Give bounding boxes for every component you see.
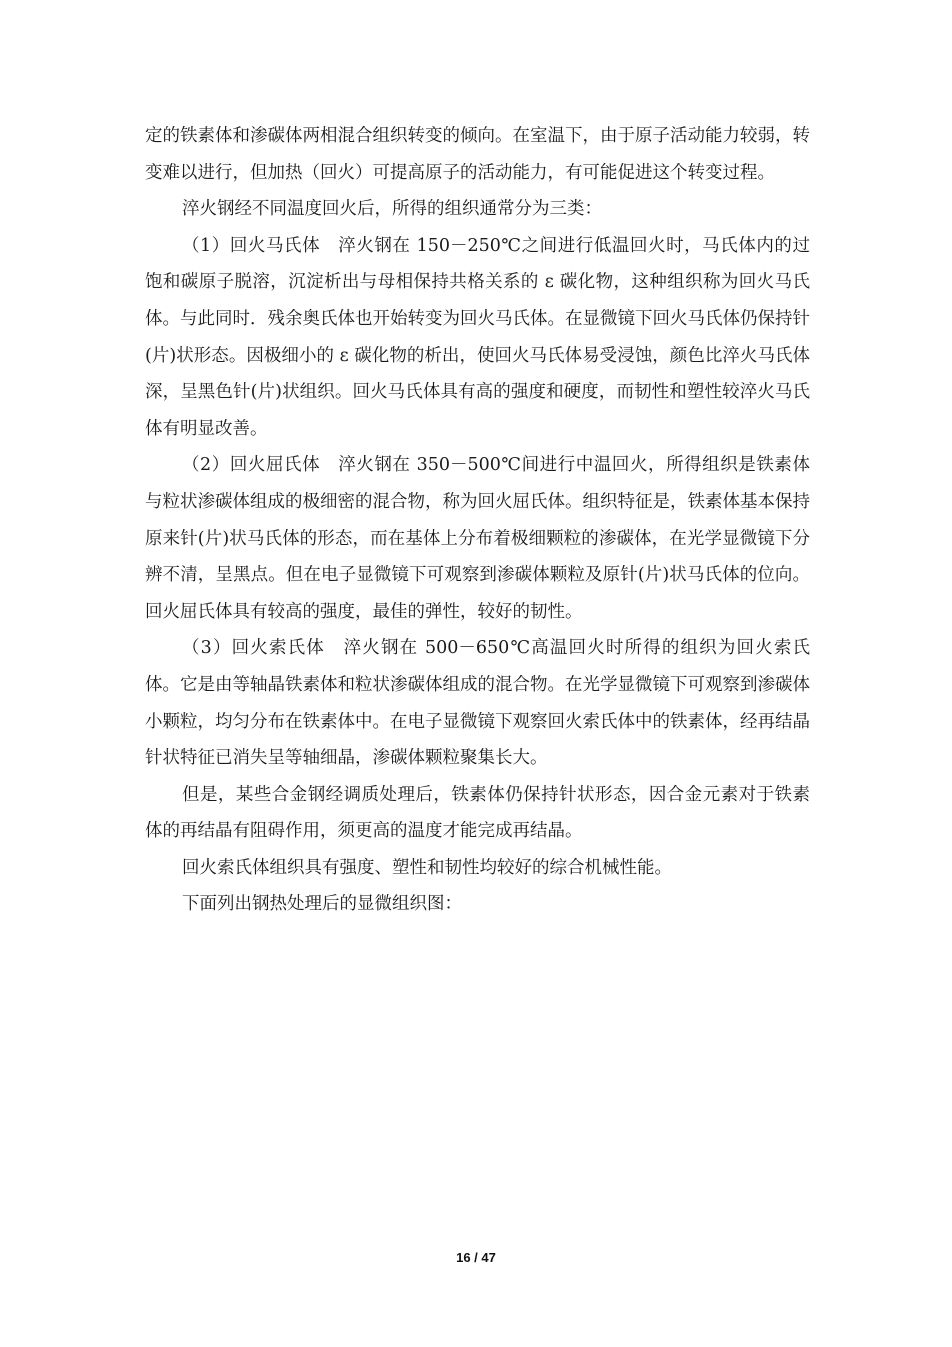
document-body: [145, 118, 810, 923]
paragraph-tempered-sorbite: （3）回火索氏体 淬火钢在 500－650℃高温回火时所得的组织为回火索氏体。它是由等轴晶铁素体和粒状渗碳体组成的混合物。在光学显微镜下可观察到渗碳体小颗粒，均匀分布在铁素体中。在电子显微镜下观察回火索氏体中的铁素体，经再结晶针状特征已消失呈等轴细晶，渗碳体颗粒聚集长大。: [145, 638, 810, 769]
paragraph-sorbite-properties: 回火索氏体组织具有强度、塑性和韧性均较好的综合机械性能。: [182, 857, 672, 878]
paragraph-tempered-martensite: （1）回火马氏体 淬火钢在 150－250℃之间进行低温回火时，马氏体内的过饱和碳原子脱溶，沉淀析出与母相保持共格关系的 ε 碳化物，这种组织称为回火马氏体。与此同时．残余奥氏体也开始转变为回火马氏体。在显微镜下回火马氏体仍保持针(片)状形态。因极细小的 ε 碳化物的析出，使回火马氏体易受浸蚀，颜色比淬火马氏体深，呈黑色针(片)状组织。回火马氏体具有高的强度和硬度，而韧性和塑性较淬火马氏体有明显改善。: [145, 235, 810, 439]
paragraph-continuation: 定的铁素体和渗碳体两相混合组织转变的倾向。在室温下，由于原子活动能力较弱，转变难以进行，但加热（回火）可提高原子的活动能力，有可能促进这个转变过程。: [145, 126, 810, 183]
paragraph-intro-tempering-types: 淬火钢经不同温度回火后，所得的组织通常分为三类：: [182, 199, 602, 220]
paragraph-tempered-troostite: （2）回火屈氏体 淬火钢在 350－500℃间进行中温回火，所得组织是铁素体与粒状渗碳体组成的极细密的混合物，称为回火屈氏体。组织特征是，铁素体基本保持原来针(片)状马氏体的形态，而在基体上分布着极细颗粒的渗碳体，在光学显微镜下分辨不清，呈黑点。但在电子显微镜下可观察到渗碳体颗粒及原针(片)状马氏体的位向。回火屈氏体具有较高的强度，最佳的弹性，较好的韧性。: [145, 455, 810, 622]
paragraph-alloy-steel-note: 但是，某些合金钢经调质处理后，铁素体仍保持针状形态，因合金元素对于铁素体的再结晶有阻碍作用，须更高的温度才能完成再结晶。: [145, 784, 810, 842]
paragraph-figure-lead-in: 下面列出钢热处理后的显微组织图：: [182, 894, 462, 915]
page-number: 16 / 47: [456, 1250, 496, 1265]
